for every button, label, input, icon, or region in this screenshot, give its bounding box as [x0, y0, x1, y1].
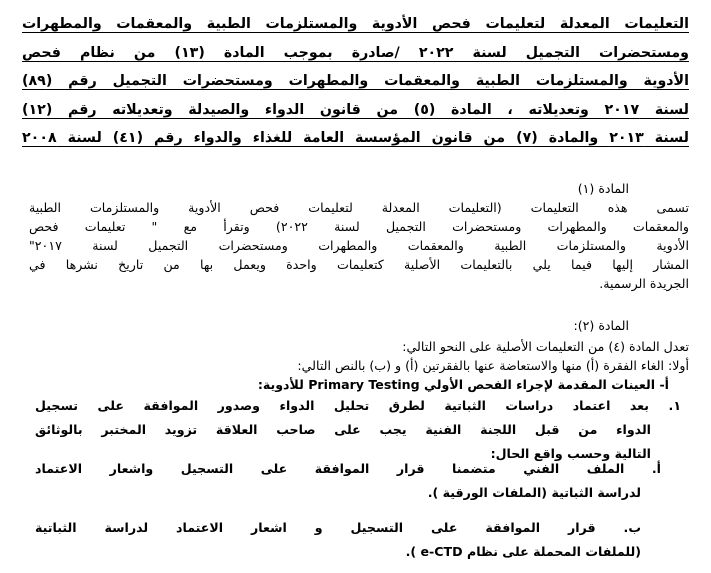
article-2: [29, 316, 689, 394]
title-line: لسنة ٢٠١٧ وتعديلاته ، المادة (٥) من قانون الدواء والصيدلة وتعديلاته رقم (١٢): [22, 101, 689, 118]
article-1-line: المشار إليها فيما يلي بالتعليمات الأصلية كتعليمات واحدة ويعمل بها من تاريخ نشرها في: [29, 257, 689, 272]
article-2-heading: المادة (٢):: [573, 318, 629, 333]
article-1-line: الجريدة الرسمية.: [599, 276, 689, 291]
article-1-line: الأدوية والمستلزمات الطبية والمعقمات والمطهرات ومستحضرات التجميل لسنة ٢٠١٧": [29, 238, 689, 253]
item-1-line: الدواء من قبل اللجنة الفنية يجب على صاحب العلاقة تزويد المختبر بالوثائق: [35, 422, 651, 437]
article-2-sub-a: [35, 457, 681, 505]
item-1-line: التالية وحسب واقع الحال:: [490, 446, 651, 461]
article-1-line: تسمى هذه التعليمات (التعليمات المعدلة لتعليمات فحص الأدوية والمستلزمات الطبية: [29, 200, 689, 215]
article-2-sub-b: [35, 516, 681, 564]
sub-a-line: أ. الملف الفني متضمنا قرار الموافقة على التسجيل واشعار الاعتماد: [35, 461, 661, 476]
article-2-intro: تعدل المادة (٤) من التعليمات الأصلية على النحو التالي:: [402, 339, 689, 354]
document-title: [22, 10, 689, 153]
article-2-item-1: [35, 394, 681, 466]
article-1-line: والمعقمات والمطهرات ومستحضرات التجميل لسنة ٢٠٢٢) وتقرأ مع " تعليمات فحص: [29, 219, 689, 234]
item-1-line: ١. بعد اعتماد دراسات الثباتية لطرق تحليل الدواء وصدور الموافقة على تسجيل: [35, 398, 681, 413]
article-1-heading: المادة (١): [577, 181, 629, 196]
article-2-item-a: أ- العينات المقدمة لإجراء الفحص الأولي Primary Testing للأدوية:: [257, 377, 669, 392]
article-1: [29, 179, 689, 198]
title-line: لسنة ٢٠١٣ والمادة (٧) من قانون المؤسسة العامة للغذاء والدواء رقم (٤١) لسنة ٢٠٠٨: [22, 130, 689, 147]
sub-b-line: ب. قرار الموافقة على التسجيل و اشعار الاعتماد لدراسة الثباتية: [35, 520, 641, 535]
sub-a-line: لدراسة الثباتية (الملفات الورقية ).: [427, 485, 641, 500]
article-2-first: أولا: الغاء الفقرة (أ) منها والاستعاضة عنها بالفقرتين (أ) و (ب) بالنص التالي:: [297, 358, 689, 373]
title-line: التعليمات المعدلة لتعليمات فحص الأدوية والمستلزمات الطبية والمعقمات والمطهرات: [22, 16, 689, 32]
article-1-body: [29, 198, 689, 293]
sub-b-line: (للملفات المحملة على نظام e-CTD ).: [405, 544, 641, 559]
title-line: الأدوية والمستلزمات الطبية والمعقمات والمطهرات ومستحضرات التجميل رقم (٨٩): [22, 73, 689, 90]
title-line: ومستحضرات التجميل لسنة ٢٠٢٢ /صادرة بموجب المادة (١٣) من نظام فحص: [22, 44, 689, 61]
